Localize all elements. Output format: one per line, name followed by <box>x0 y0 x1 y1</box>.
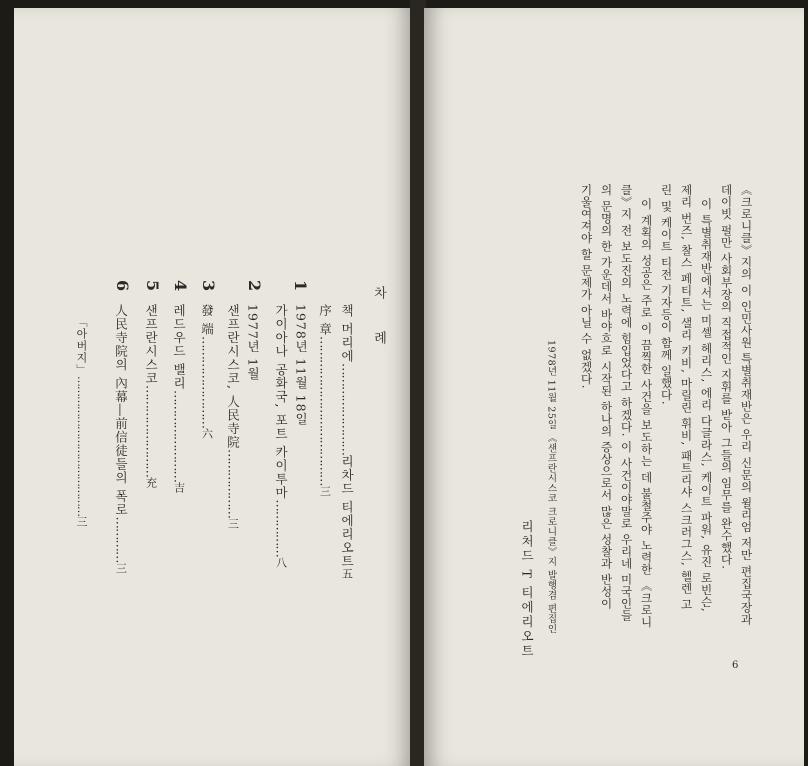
preface-line: 의 문명의 한 가운데서 바야흐로 시작된 하나의 증상으로서 많은 성찰과 반성이 <box>599 184 614 610</box>
toc-leader: …………………… <box>339 362 355 455</box>
toc-page-number: 三 <box>75 516 88 528</box>
preface-line: 클》지 전 보도진의 노력에 힘입었다고 하겠다. 이 사건이야말로 우리네 미국인들 <box>619 184 634 622</box>
page-number: 6 <box>732 660 739 671</box>
toc-entry-text: 샌프란시스코, 人民寺院 <box>225 304 241 449</box>
toc-chapter-number: 4 <box>171 280 190 292</box>
toc-entry-text: 人民寺院의 內幕―前信徒들의 폭로 <box>113 304 129 517</box>
toc-page-number: 三 <box>226 517 240 530</box>
toc-entry-text: 「아버지」 <box>75 316 88 376</box>
toc-entry-text: 레드우드 밸리 <box>171 304 187 390</box>
toc-entry-chapter-6 <box>114 304 127 574</box>
toc-leader: ………………………………… <box>317 335 333 486</box>
toc-entry-prologue <box>318 304 331 497</box>
toc-chapter-number: 5 <box>143 280 162 292</box>
toc-chapter-number: 3 <box>199 280 218 292</box>
toc-chapter-number: 2 <box>245 280 264 292</box>
toc-leader: …………………… <box>199 335 215 428</box>
toc-page-number: 吉 <box>172 481 186 494</box>
right-page-preface <box>424 8 804 766</box>
toc-leader: …………………… <box>143 385 159 477</box>
toc-page-number: 三 <box>114 562 128 575</box>
toc-page-number: 八 <box>274 556 288 569</box>
toc-page-number: 六 <box>200 427 214 440</box>
preface-line: 데이빗 펄만 사회부장의 직접적인 지휘를 받아 그들의 임무를 완수했다. <box>719 184 734 570</box>
toc-page-number: 三 <box>318 485 332 498</box>
toc-leader: ……………… <box>225 448 241 518</box>
toc-entry-chapter-2-date: 1977년 1월 <box>245 304 261 381</box>
toc-entry-chapter-5 <box>144 304 157 489</box>
toc-entry-chapter-1-date: 1978년 11월 18일 <box>293 304 309 427</box>
toc-entry-chapter-3 <box>200 304 213 440</box>
toc-entry-author: 리차드 티에리오트 <box>339 454 355 568</box>
toc-chapter-number: 6 <box>113 280 132 292</box>
toc-entry-chapter-4 <box>172 304 185 494</box>
toc-entry-text: 序 章 <box>317 304 333 336</box>
toc-entry-chapter-2 <box>226 304 239 530</box>
toc-title: 차 례 <box>371 286 386 359</box>
preface-line: 이 계획의 성공은 주로 이 끔찍한 사건을 보도하는 데 불철주야 노력한 《크로니 <box>639 198 654 628</box>
left-page-toc <box>14 8 412 766</box>
preface-line: 이 특별취재반에서는 미셸 헤리스, 에리 다글라스, 케이트 파워, 유진 로빈슨, <box>699 198 714 613</box>
toc-page-number: 五 <box>340 567 354 580</box>
toc-entry-chapter-1 <box>274 304 287 569</box>
preface-line: 기울여져야 할 문제가 아닐 수 없겠다. <box>579 184 594 389</box>
toc-leader: …………………………………… <box>75 376 88 516</box>
preface-line: 제리 번즈, 찰스 페티트, 샐리 키비, 마릴린 휘비, 패트리샤 스크러그스, 헬렌 고 <box>679 184 694 611</box>
preface-line: 《크로니클》지의 이 인민사원 특별취재반은 우리 신문의 윌리엄 저만 편집국장과 <box>739 184 754 626</box>
preface-signature: 리처드 T 티에리오트 <box>519 520 535 659</box>
toc-entry-text: 책 머리에 <box>339 304 355 363</box>
toc-chapter-number: 1 <box>291 280 310 292</box>
preface-date-line: 1978년 11월 25일 《샌프란시스코 크로니클》지 발행겸 편집인 <box>545 340 557 634</box>
toc-entry-preface <box>340 304 353 580</box>
toc-entry-text: 가이아나 공화국, 포트 카이투마 <box>273 304 289 500</box>
toc-leader: …………… <box>273 499 289 557</box>
toc-entry-father <box>76 316 87 528</box>
toc-leader: …………………… <box>171 389 187 482</box>
toc-leader: ………… <box>113 516 129 563</box>
toc-page-number: 充 <box>144 477 158 489</box>
toc-entry-text: 샌프란시스코 <box>143 304 159 385</box>
preface-line: 린 및 케이트 티전 기자등이 함께 일했다. <box>659 184 674 406</box>
toc-entry-text: 發 端 <box>199 304 215 336</box>
